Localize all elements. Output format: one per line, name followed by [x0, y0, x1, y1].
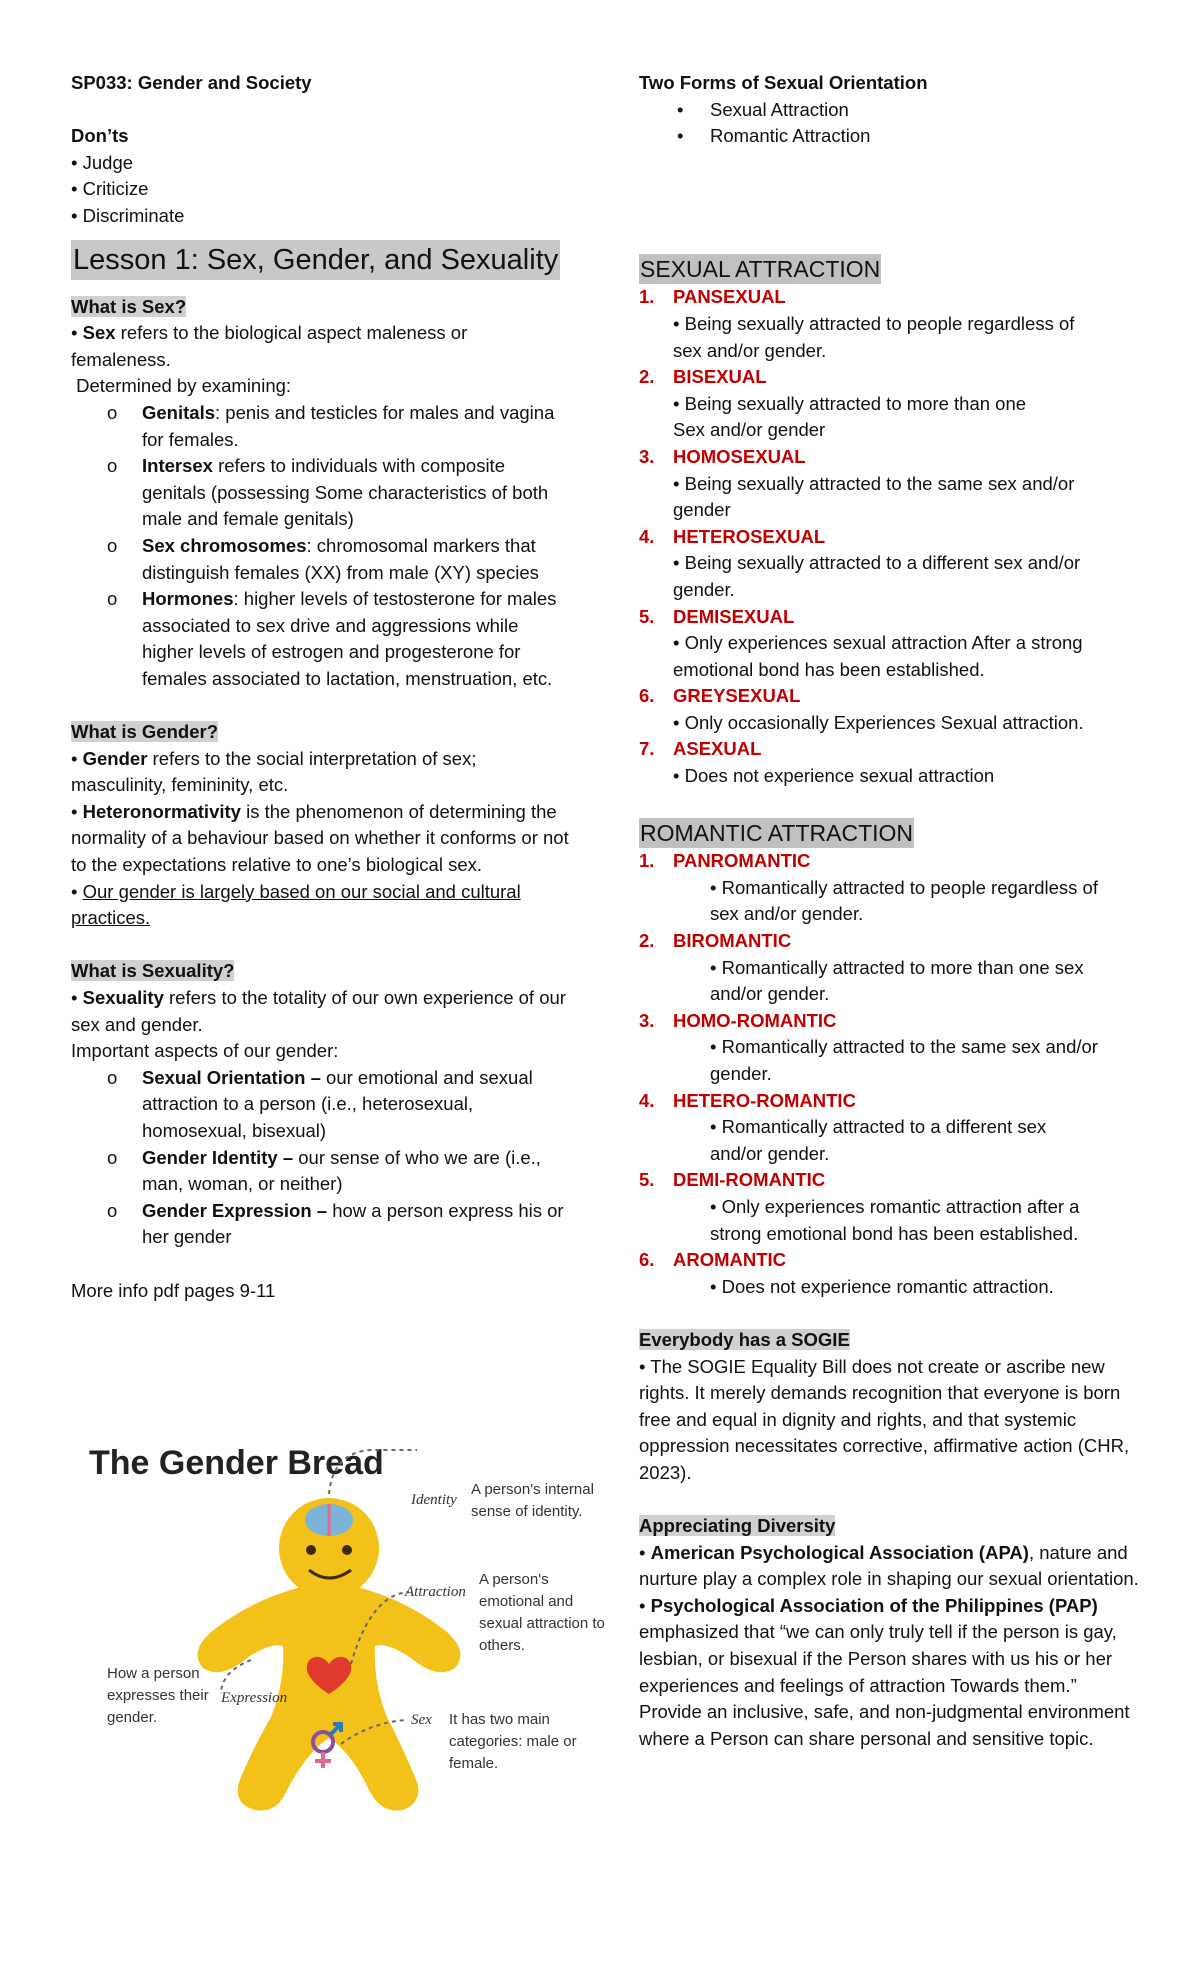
item-term: AROMANTIC — [673, 1249, 787, 1271]
attraction-label: Attraction — [405, 1584, 466, 1600]
item-description: • Romantically attracted to a different sex — [710, 1116, 1047, 1138]
attraction-type-item — [639, 524, 1139, 551]
sex-item-hormones: o Hormones: higher levels of testosterone for males associated to sex drive and aggressions while higher levels of estrogen and progesterone for females associated to lactation, menstruation, etc. — [107, 588, 557, 689]
item-number: 3. — [639, 445, 655, 467]
expression-label: Expression — [221, 1690, 288, 1706]
donts-item: • Criticize — [71, 178, 149, 200]
item-number: 6. — [639, 685, 655, 707]
attraction-type-item — [639, 928, 1139, 955]
item-description: • Only experiences romantic attraction after a — [710, 1195, 1080, 1217]
donts-heading: Don’ts — [71, 125, 129, 147]
sex-label: Sex — [411, 1712, 432, 1728]
two-forms-item: • Romantic Attraction — [677, 125, 871, 147]
sex-item-chromosomes: o Sex chromosomes: chromosomal markers that distinguish females (XX) from male (XY) species — [107, 534, 539, 583]
attraction-type-item — [639, 683, 1139, 710]
attraction-type-item — [639, 604, 1139, 631]
item-number: 5. — [639, 605, 655, 627]
item-term: GREYSEXUAL — [673, 685, 801, 707]
item-number: 6. — [639, 1249, 655, 1271]
left-column — [71, 70, 571, 1304]
gender-bread-title: The Gender Bread — [89, 1444, 384, 1482]
aspects-text: Important aspects of our gender: — [71, 1040, 339, 1062]
item-term: HETEROSEXUAL — [673, 525, 826, 547]
item-description: emotional bond has been established. — [673, 658, 985, 680]
lesson-title: Lesson 1: Sex, Gender, and Sexuality — [71, 240, 560, 280]
right-column — [639, 70, 1139, 1752]
attraction-type-item — [639, 284, 1139, 311]
gingerbread-figure — [198, 1498, 461, 1811]
heteronormativity-definition: • Heteronormativity is the phenomenon of determining the normality of a behaviour based on whether it conforms or not to the expectations relative to one’s biological sex. — [71, 800, 569, 876]
item-description: strong emotional bond has been established. — [710, 1222, 1079, 1244]
aspect-sexual-orientation: o Sexual Orientation – our emotional and sexual attraction to a person (i.e., heterosexual, homosexual, bisexual) — [107, 1066, 533, 1141]
sexual-attraction-list — [639, 284, 1139, 789]
identity-text: A person's internal sense of identity. — [471, 1481, 594, 1520]
diversity-heading: Appreciating Diversity — [639, 1515, 836, 1537]
attraction-type-item — [639, 444, 1139, 471]
item-term: DEMISEXUAL — [673, 605, 795, 627]
item-description: gender — [673, 499, 731, 521]
sex-heading: What is Sex? — [71, 295, 187, 317]
sex-definition: • Sex refers to the biological aspect maleness or femaleness. — [71, 322, 468, 370]
gender-bread-illustration — [71, 1432, 605, 1832]
item-term: ASEXUAL — [673, 738, 762, 760]
item-description: • Only experiences sexual attraction After a strong — [673, 632, 1083, 654]
item-description: • Being sexually attracted to the same sex and/or — [673, 472, 1075, 494]
item-number: 5. — [639, 1169, 655, 1191]
two-forms-item: • Sexual Attraction — [677, 98, 849, 120]
sexual-attraction-title: SEXUAL ATTRACTION — [640, 255, 881, 282]
item-description: • Romantically attracted to people regardless of — [710, 876, 1098, 898]
item-number: 2. — [639, 366, 655, 388]
aspect-gender-identity: o Gender Identity – our sense of who we are (i.e., man, woman, or neither) — [107, 1146, 541, 1195]
sex-item-genitals: o Genitals: penis and testicles for males and vagina for females. — [107, 401, 555, 450]
item-number: 4. — [639, 525, 655, 547]
attraction-type-item — [639, 1008, 1139, 1035]
pap-statement: • Psychological Association of the Philippines (PAP) emphasized that “we can only truly tell if the person is gay, lesbian, or bisexual if the Person shares with us his or her experiences and feelings of attraction Towards them.” Provide an inclusive, safe, and non-judgmental environment where a Person can share personal and sensitive topic. — [639, 1594, 1130, 1749]
item-description: • Romantically attracted to the same sex and/or — [710, 1036, 1098, 1058]
item-term: BISEXUAL — [673, 366, 767, 388]
gender-heading: What is Gender? — [71, 721, 218, 743]
gender-note: • Our gender is largely based on our social and cultural practices. — [71, 880, 521, 929]
romantic-attraction-list — [639, 848, 1139, 1300]
gender-definition: • Gender refers to the social interpretation of sex; masculinity, femininity, etc. — [71, 747, 477, 796]
item-description: • Romantically attracted to more than one sex — [710, 956, 1084, 978]
item-description: and/or gender. — [710, 983, 830, 1005]
item-description: • Being sexually attracted to a different sex and/or — [673, 552, 1081, 574]
item-number: 7. — [639, 738, 655, 760]
item-term: PANROMANTIC — [673, 850, 811, 872]
identity-label: Identity — [411, 1492, 457, 1508]
more-info: More info pdf pages 9-11 — [71, 1279, 276, 1301]
item-description: • Does not experience sexual attraction — [673, 765, 995, 787]
item-description: and/or gender. — [710, 1142, 830, 1164]
item-description: gender. — [710, 1063, 772, 1084]
two-forms-heading: Two Forms of Sexual Orientation — [639, 72, 928, 93]
item-description: • Only occasionally Experiences Sexual attraction. — [673, 711, 1084, 733]
attraction-type-item — [639, 1167, 1139, 1194]
course-title: SP033: Gender and Society — [71, 72, 312, 93]
item-description: • Being sexually attracted to people regardless of — [673, 312, 1075, 334]
item-description: Sex and/or gender — [673, 419, 826, 441]
sogie-heading: Everybody has a SOGIE — [639, 1328, 850, 1350]
attraction-type-item — [639, 1088, 1139, 1115]
determined-text: Determined by examining: — [71, 375, 292, 397]
item-description: sex and/or gender. — [710, 903, 864, 925]
item-number: 2. — [639, 930, 655, 952]
item-description: • Being sexually attracted to more than one — [673, 392, 1027, 414]
expression-text: How a person expresses their gender. — [107, 1665, 209, 1726]
attraction-type-item — [639, 848, 1139, 875]
attraction-text: A person's emotional and sexual attraction to others. — [479, 1571, 605, 1654]
donts-item: • Judge — [71, 151, 134, 173]
item-description: sex and/or gender. — [673, 339, 827, 361]
item-description: • Does not experience romantic attraction. — [710, 1275, 1054, 1297]
item-term: BIROMANTIC — [673, 930, 792, 952]
sex-text: It has two main categories: male or female. — [449, 1711, 577, 1772]
item-term: HETERO-ROMANTIC — [673, 1089, 856, 1111]
item-term: DEMI-ROMANTIC — [673, 1169, 826, 1191]
item-number: 1. — [639, 286, 655, 308]
sexuality-heading: What is Sexuality? — [71, 960, 235, 982]
sogie-text: • The SOGIE Equality Bill does not create or ascribe new rights. It merely demands recognition that everyone is born free and equal in dignity and rights, and that systemic oppression necessitates corrective, affirmative action (CHR, 2023). — [639, 1355, 1130, 1483]
sexuality-definition: • Sexuality refers to the totality of our own experience of our sex and gender. — [71, 987, 566, 1035]
item-term: HOMOSEXUAL — [673, 445, 806, 467]
donts-item: • Discriminate — [71, 204, 185, 226]
apa-statement: • American Psychological Association (APA), nature and nurture play a complex role in shaping our sexual orientation. — [639, 1541, 1139, 1590]
romantic-attraction-title: ROMANTIC ATTRACTION — [640, 819, 914, 846]
aspect-gender-expression: o Gender Expression – how a person express his or her gender — [107, 1199, 564, 1248]
item-number: 1. — [639, 850, 655, 872]
attraction-type-item — [639, 364, 1139, 391]
sex-item-intersex: o Intersex refers to individuals with composite genitals (possessing Some characteristics of both male and female genitals) — [107, 455, 549, 530]
attraction-type-item — [639, 1247, 1139, 1274]
item-description: gender. — [673, 578, 735, 600]
item-term: PANSEXUAL — [673, 286, 786, 308]
attraction-type-item — [639, 736, 1139, 763]
item-number: 3. — [639, 1009, 655, 1031]
item-number: 4. — [639, 1089, 655, 1111]
item-term: HOMO-ROMANTIC — [673, 1009, 837, 1031]
